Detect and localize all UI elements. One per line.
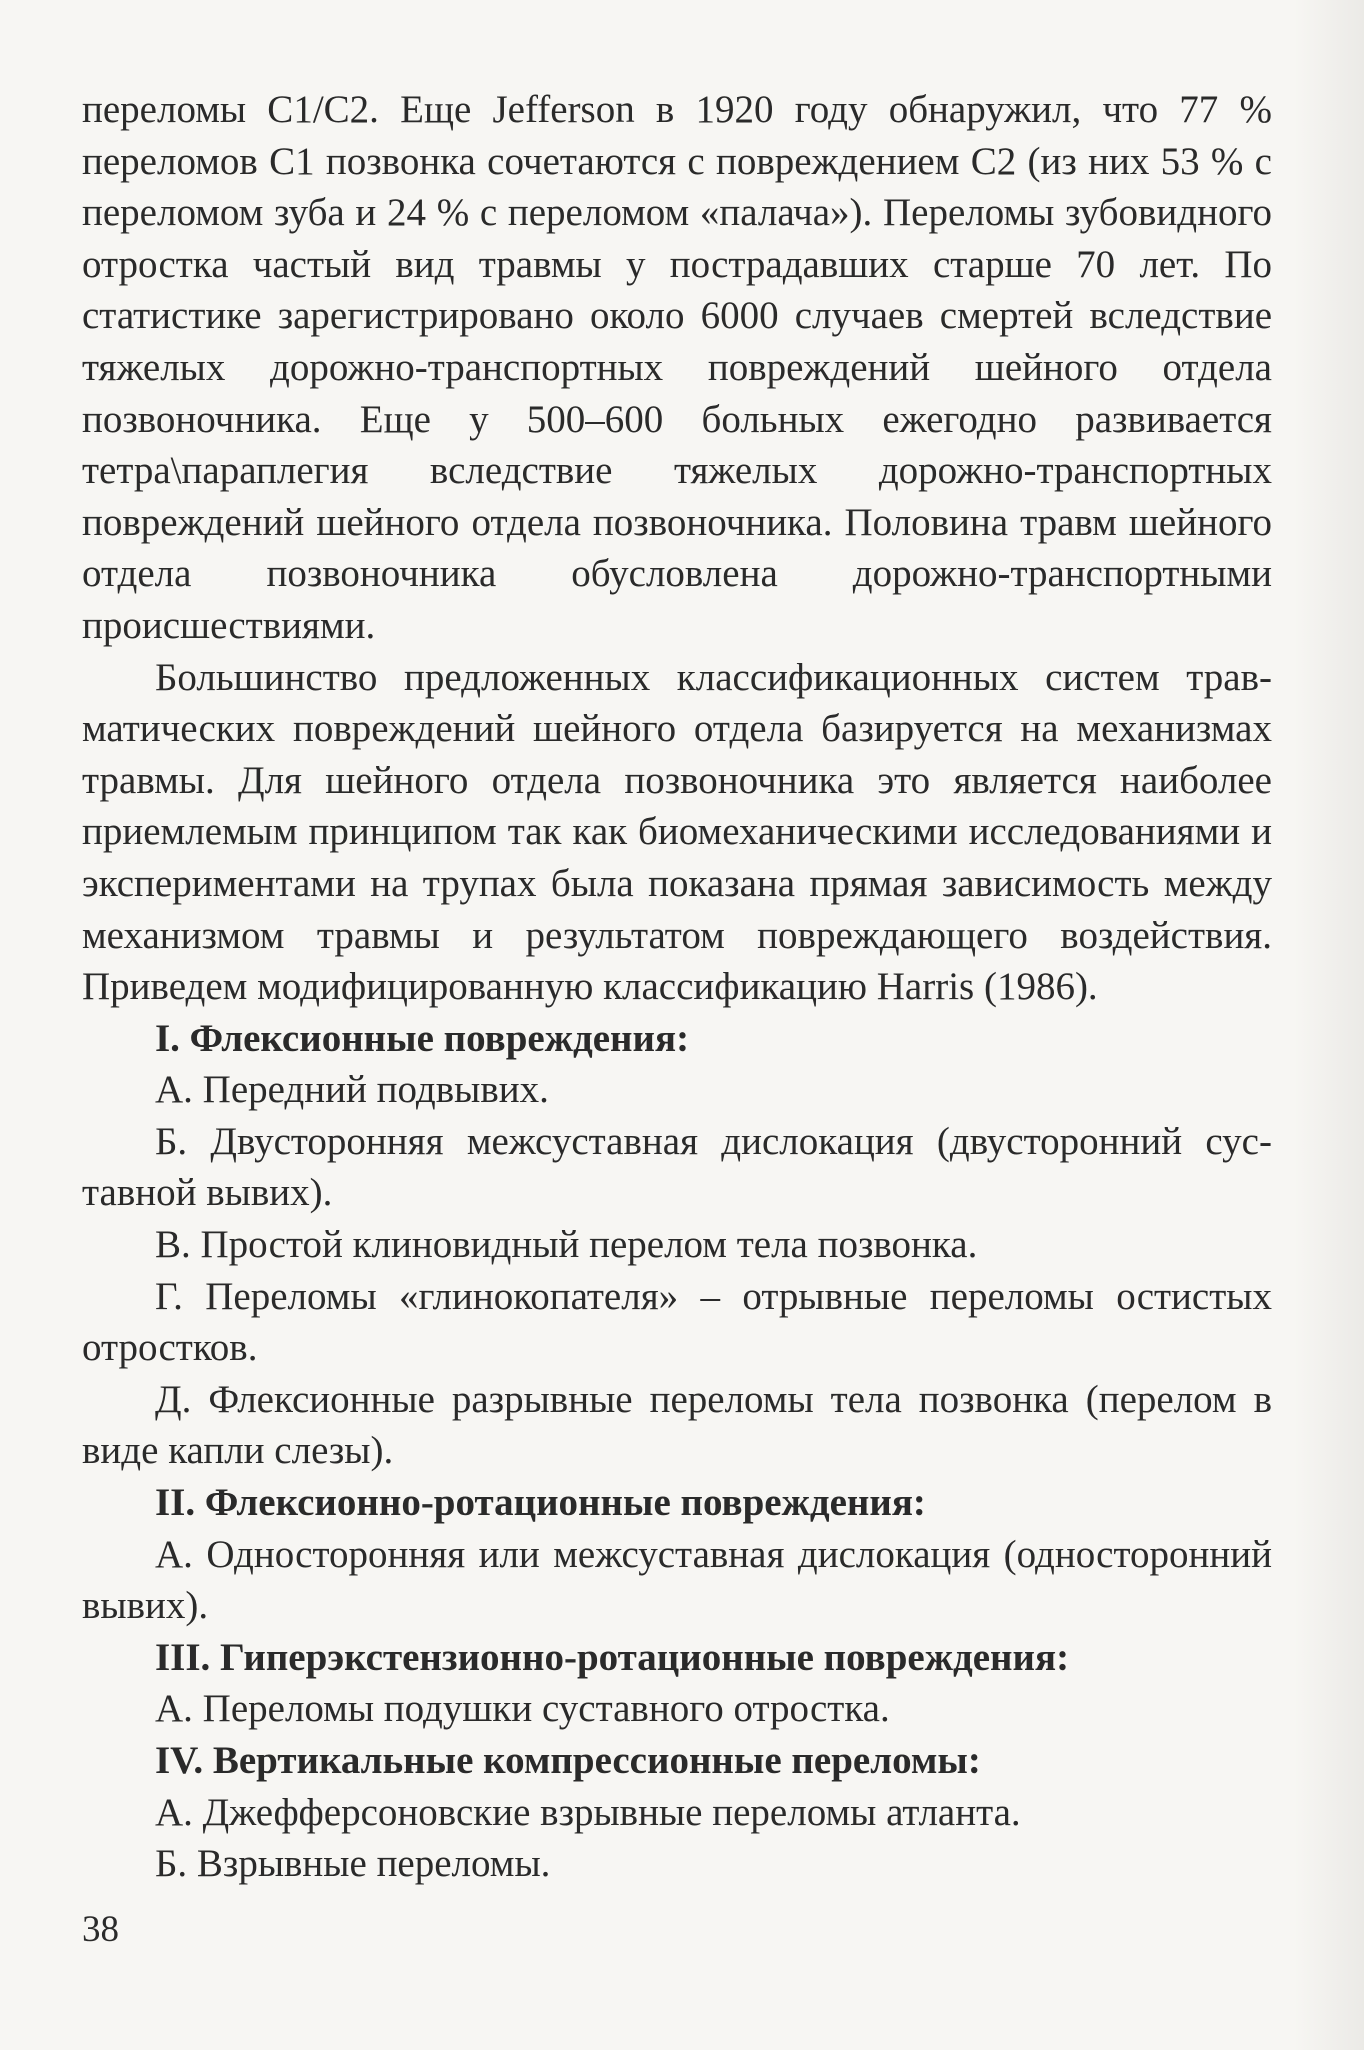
section-heading-hyperextension-rotation: III. Гиперэкстензионно-ротационные повреждения: bbox=[155, 1635, 1070, 1679]
list-item: В. Простой клиновидный перелом тела позвонка. bbox=[155, 1223, 978, 1267]
page-number: 38 bbox=[82, 1909, 119, 1950]
section-heading-vertical-compression: IV. Вертикальные компрессионные переломы: bbox=[155, 1739, 981, 1782]
list-item: Б. Взрывные переломы. bbox=[155, 1842, 551, 1886]
paragraph-classification-intro: Большинство предложенных классификационных систем травматических повреждений шейного отдела базируется на механизмах травмы. Для шейного отдела позвоночника это является наиболее приемлемым принципом так как биомеханическими исследованиями и экспериментами на трупах была показана прямая зависимость между механизмом травмы и результатом повреждающего воздействия. Приведем модифицированную классификацию Harris (1986). bbox=[82, 655, 1272, 1009]
list-item: А. Передний подвывих. bbox=[155, 1068, 549, 1112]
list-item: А. Переломы подушки суставного отростка. bbox=[155, 1687, 890, 1731]
list-item: Б. Двусторонняя межсуставная дислокация (двусторонний суставной вывих). bbox=[82, 1119, 1272, 1215]
section-heading-flexion: I. Флексионные повреждения: bbox=[155, 1016, 690, 1060]
section-heading-flexion-rotation: II. Флексионно-ротационные повреждения: bbox=[155, 1481, 926, 1525]
page-body bbox=[82, 84, 1272, 1890]
list-item: А. Джефферсоновские взрывные переломы атланта. bbox=[155, 1790, 1021, 1834]
paragraph-statistics: переломы C1/C2. Еще Jefferson в 1920 году обнаружил, что 77 % переломов C1 позвонка сочетаются с повреждением C2 (из них 53 % с переломом зуба и 24 % с переломом «палача»). Переломы зубовидного отростка частый вид травмы у пострадавших старше 70 лет. По статистике зарегистрировано около 6000 случаев смертей вследствие тяжелых дорожно-транспортных повреждений шейного отдела позвоночника. Еще у 500–600 больных ежегодно развивается тетра\параплегия вследствие тяжелых дорожно-транспортных повреждений шейного отдела позвоночника. Половина травм шейного отдела позвоночника обусловлена дорожно-транспортными происшествиями. bbox=[82, 88, 1272, 647]
list-item: А. Односторонняя или межсуставная дислокация (односторонний вывих). bbox=[82, 1532, 1272, 1628]
list-item: Д. Флексионные разрывные переломы тела позвонка (перелом в виде капли слезы). bbox=[82, 1377, 1272, 1473]
page-edge-shadow bbox=[1294, 0, 1364, 2050]
list-item: Г. Переломы «глинокопателя» – отрывные переломы остистых отростков. bbox=[82, 1274, 1272, 1370]
